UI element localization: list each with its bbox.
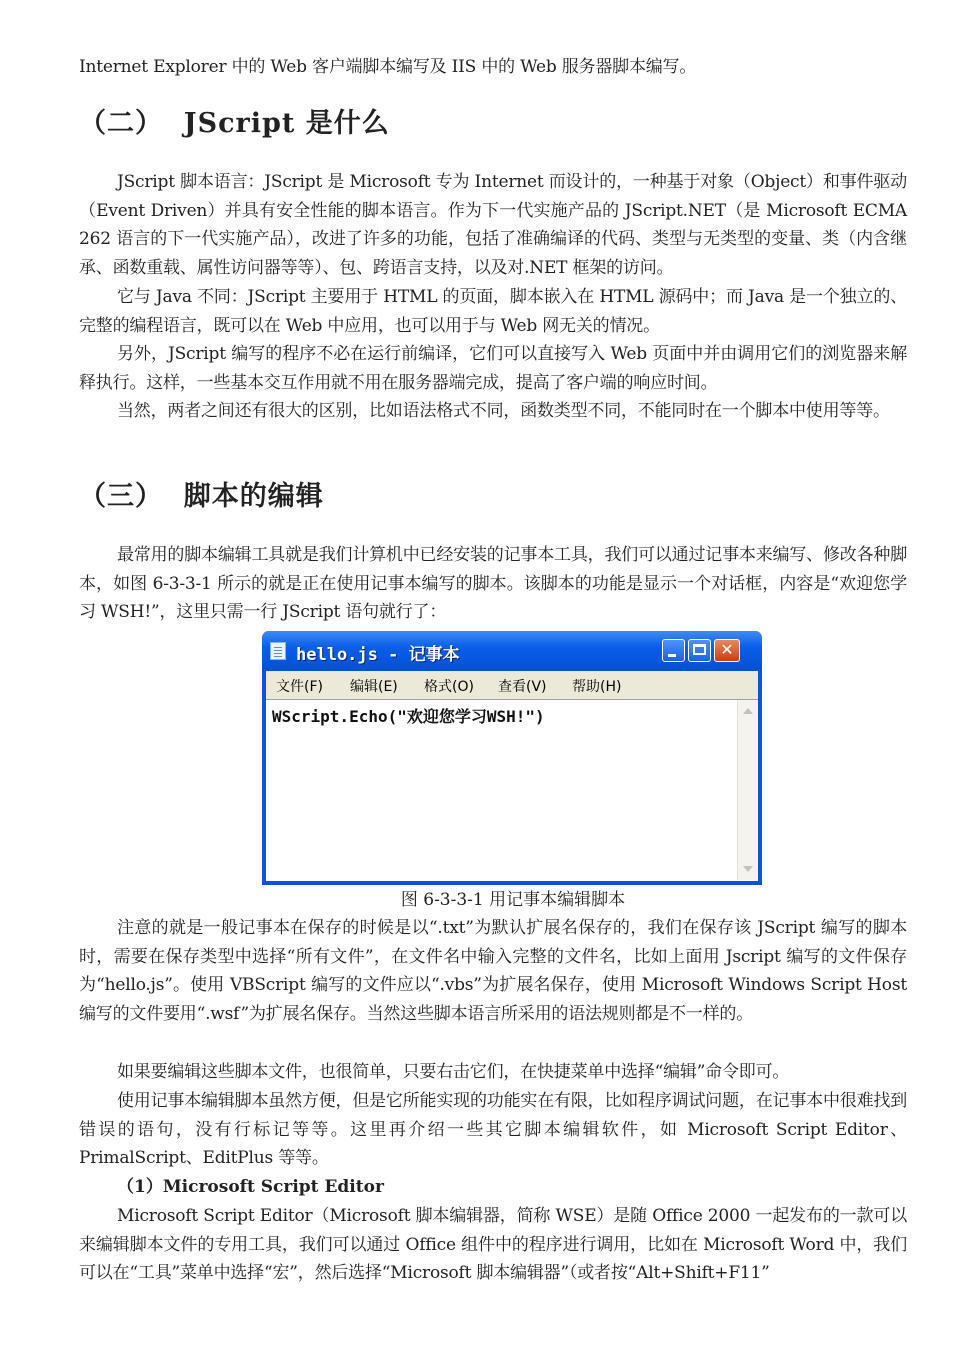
paragraph: 如果要编辑这些脚本文件，也很简单，只要右击它们，在快捷菜单中选择“编辑”命令即可。 [117, 1062, 790, 1082]
minimize-icon [668, 654, 676, 657]
paragraph: 它与 Java 不同：JScript 主要用于 HTML 的页面，脚本嵌入在 HTML 源码中；而 Java 是一个独立的、完整的编程语言，既可以在 Web 中应用，也可以用于与 Web 网无关的情况。 [79, 287, 907, 336]
maximize-button[interactable] [688, 639, 711, 662]
paragraph: JScript 脚本语言：JScript 是 Microsoft 专为 Internet 而设计的，一种基于对象（Object）和事件驱动（Event Driven）并具有安全性能的脚本语言。作为下一代实施产品的 JScript.NET（是 Microsoft ECMA 262 语言的下一代实施产品），改进了许多的功能，包括了准确编译的代码、类型与无类型的变量、类（内含继承、函数重载、属性访问器等等）、包、跨语言支持，以及对.NET 框架的访问。 [79, 172, 907, 278]
window-titlebar[interactable] [262, 631, 762, 671]
subsection-heading: （1）Microsoft Script Editor [117, 1177, 384, 1197]
paragraph: Microsoft Script Editor（Microsoft 脚本编辑器，简称 WSE）是随 Office 2000 一起发布的一款可以来编辑脚本文件的专用工具，我们可以通过 Office 组件中的程序进行调用，比如在 Microsoft Word 中，我们可以在“工具”菜单中选择“宏”，然后选择“Microsoft 脚本编辑器”（或者按“Alt+Shift+F11” [79, 1206, 907, 1284]
menu-help[interactable]: 帮助(H) [572, 679, 622, 695]
paragraph: 使用记事本编辑脚本虽然方便，但是它所能实现的功能实在有限，比如程序调试问题，在记事本中很难找到错误的语句，没有行标记等等。这里再介绍一些其它脚本编辑软件，如 Microsoft Script Editor、PrimalScript、EditPlus 等等。 [79, 1091, 907, 1169]
script-code: WScript.Echo("欢迎您学习WSH!") [272, 707, 545, 726]
menu-view[interactable]: 查看(V) [498, 679, 547, 695]
close-button[interactable] [714, 639, 740, 662]
scroll-up-icon[interactable] [743, 708, 753, 714]
maximize-icon [693, 644, 706, 655]
text-editor-area[interactable] [266, 699, 758, 881]
paragraph: Internet Explorer 中的 Web 客户端脚本编写及 IIS 中的 Web 服务器脚本编写。 [79, 57, 697, 77]
notepad-icon [270, 642, 286, 660]
paragraph: 最常用的脚本编辑工具就是我们计算机中已经安装的记事本工具，我们可以通过记事本来编写、修改各种脚本，如图 6-3-3-1 所示的就是正在使用记事本编写的脚本。该脚本的功能是显示一个对话框，内容是“欢迎您学习 WSH!”，这里只需一行 JScript 语句就行了： [79, 545, 907, 623]
vertical-scrollbar[interactable] [737, 700, 758, 880]
notepad-window [262, 631, 762, 885]
scroll-down-icon[interactable] [743, 866, 753, 872]
figure-caption: 图 6-3-3-1 用记事本编辑脚本 [400, 890, 626, 910]
menu-bar [266, 671, 758, 699]
close-icon: ✕ [720, 640, 734, 659]
minimize-button[interactable] [662, 639, 685, 662]
paragraph: 另外，JScript 编写的程序不必在运行前编译，它们可以直接写入 Web 页面中并由调用它们的浏览器来解释执行。这样，一些基本交互作用就不用在服务器端完成，提高了客户端的响应时间。 [79, 344, 907, 393]
window-title: hello.js - 记事本 [296, 645, 460, 665]
paragraph: 注意的就是一般记事本在保存的时候是以“.txt”为默认扩展名保存的，我们在保存该 JScript 编写的脚本时，需要在保存类型中选择“所有文件”，在文件名中输入完整的文件名，比如上面用 Jscript 编写的文件保存为“hello.js”。使用 VBScript 编写的文件应以“.vbs”为扩展名保存，使用 Microsoft Windows Script Host 编写的文件要用“.wsf”为扩展名保存。当然这些脚本语言所采用的语法规则都是不一样的。 [79, 918, 907, 1024]
menu-file[interactable]: 文件(F) [276, 679, 323, 695]
section-heading-3: （三） 脚本的编辑 [79, 481, 324, 512]
menu-edit[interactable]: 编辑(E) [350, 679, 398, 695]
section-heading-2: （二） JScript 是什么 [79, 108, 390, 139]
menu-format[interactable]: 格式(O) [424, 679, 474, 695]
paragraph: 当然，两者之间还有很大的区别，比如语法格式不同，函数类型不同，不能同时在一个脚本中使用等等。 [117, 401, 890, 421]
